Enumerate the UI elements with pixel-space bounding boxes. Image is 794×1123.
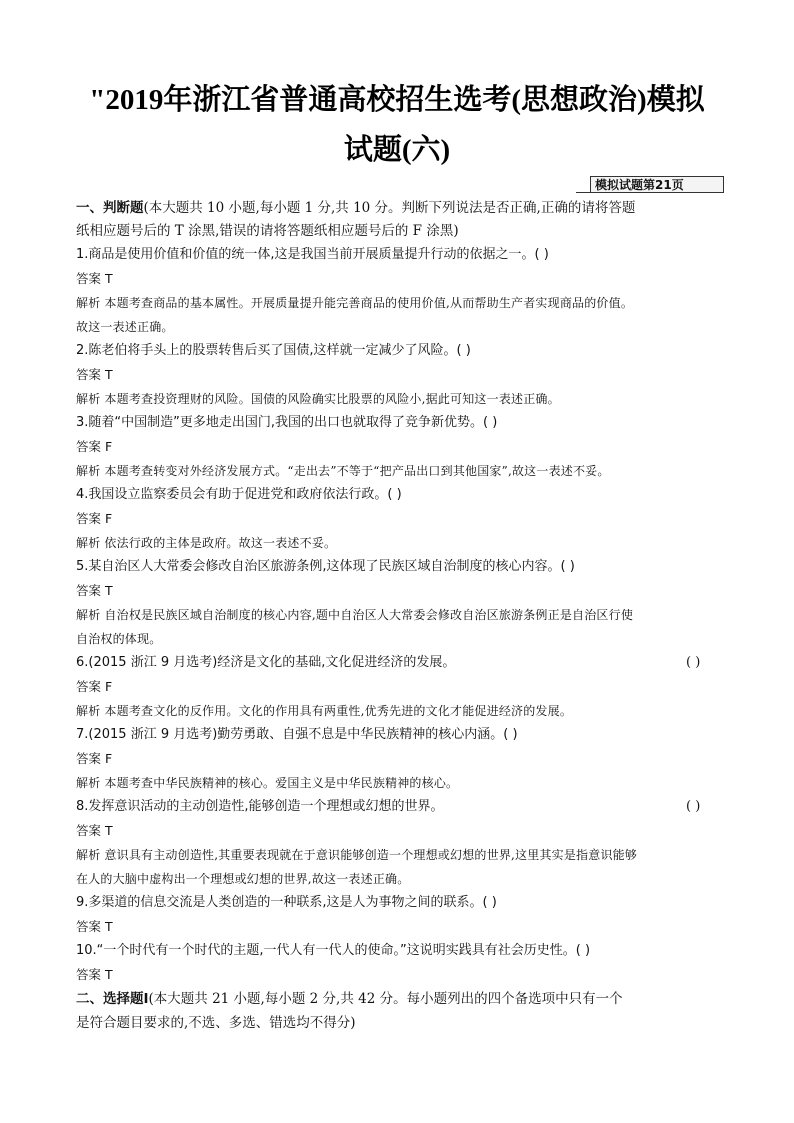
- doc-title-line2: 试题(六): [343, 134, 451, 166]
- question-7: 7.(2015 浙江 9 月选考)勤劳勇敢、自强不息是中华民族精神的核心内涵。( ): [76, 727, 518, 742]
- explanation-4-line1: 解析 依法行政的主体是政府。故这一表述不妥。: [76, 536, 337, 550]
- section1-desc2: 纸相应题号后的 T 涂黑,错误的请将答题纸相应题号后的 F 涂黑): [76, 223, 459, 239]
- section2-desc1: (本大题共 21 小题,每小题 2 分,共 42 分。每小题列出的四个备选项中只有一个: [148, 991, 623, 1007]
- question-5: 5.某自治区人大常委会修改自治区旅游条例,这体现了民族区域自治制度的核心内容。( ): [76, 559, 575, 574]
- answer-4: 答案 F: [76, 511, 113, 526]
- answer-2: 答案 T: [76, 367, 113, 382]
- question-6: 6.(2015 浙江 9 月选考)经济是文化的基础,文化促进经济的发展。: [76, 655, 456, 670]
- question-1: 1.商品是使用价值和价值的统一体,这是我国当前开展质量提升行动的依据之一。( ): [76, 247, 549, 262]
- answer-3: 答案 F: [76, 439, 113, 454]
- question-9: 9.多渠道的信息交流是人类创造的一种联系,这是人为事物之间的联系。( ): [76, 895, 497, 910]
- explanation-1-line2: 故这一表述正确。: [76, 320, 174, 334]
- question-3: 3.随着“中国制造”更多地走出国门,我国的出口也就取得了竞争新优势。( ): [76, 415, 498, 430]
- section2-heading: [76, 990, 623, 1008]
- section1-desc1: (本大题共 10 小题,每小题 1 分,共 10 分。判断下列说法是否正确,正确的请将答题: [143, 200, 636, 216]
- page-tag-underline: [576, 192, 591, 193]
- question-8-answer-blank: ( ): [686, 799, 701, 814]
- page-tag: 模拟试题第21页: [590, 176, 724, 193]
- explanation-2-line1: 解析 本题考查投资理财的风险。国债的风险确实比股票的风险小,据此可知这一表述正确。: [76, 392, 560, 406]
- explanation-6-line1: 解析 本题考查文化的反作用。文化的作用具有两重性,优秀先进的文化才能促进经济的发展。: [76, 704, 573, 718]
- question-6-answer-blank: ( ): [686, 655, 701, 670]
- explanation-1-line1: 解析 本题考查商品的基本属性。开展质量提升能完善商品的使用价值,从而帮助生产者实现商品的价值。: [76, 296, 634, 310]
- question-8: 8.发挥意识活动的主动创造性,能够创造一个理想或幻想的世界。: [76, 799, 444, 814]
- question-4: 4.我国设立监察委员会有助于促进党和政府依法行政。( ): [76, 487, 402, 502]
- explanation-5-line1: 解析 自治权是民族区域自治制度的核心内容,题中自治区人大常委会修改自治区旅游条例正是自治区行使: [76, 608, 634, 622]
- answer-10: 答案 T: [76, 967, 113, 982]
- answer-7: 答案 F: [76, 751, 113, 766]
- explanation-8-line1: 解析 意识具有主动创造性,其重要表现就在于意识能够创造一个理想或幻想的世界,这里其实是指意识能够: [76, 848, 638, 862]
- answer-1: 答案 T: [76, 271, 113, 286]
- section1-title: 一、判断题: [76, 200, 144, 216]
- doc-title-line1: "2019年浙江省普通高校招生选考(思想政治)模拟: [89, 84, 705, 116]
- explanation-7-line1: 解析 本题考查中华民族精神的核心。爱国主义是中华民族精神的核心。: [76, 776, 459, 790]
- explanation-3-line1: 解析 本题考查转变对外经济发展方式。“走出去”不等于“把产品出口到其他国家”,故这一表述不妥。: [76, 464, 610, 478]
- answer-9: 答案 T: [76, 919, 113, 934]
- explanation-8-line2: 在人的大脑中虚构出一个理想或幻想的世界,故这一表述正确。: [76, 872, 410, 886]
- section1-heading: [76, 199, 635, 217]
- section2-title: 二、选择题Ⅰ: [76, 991, 149, 1007]
- answer-5: 答案 T: [76, 583, 113, 598]
- answer-8: 答案 T: [76, 823, 113, 838]
- answer-6: 答案 F: [76, 679, 113, 694]
- question-2: 2.陈老伯将手头上的股票转售后买了国债,这样就一定减少了风险。( ): [76, 343, 471, 358]
- question-10: 10.“一个时代有一个时代的主题,一代人有一代人的使命。”这说明实践具有社会历史性。( ): [76, 943, 591, 958]
- explanation-5-line2: 自治权的体现。: [76, 632, 162, 646]
- section2-desc2: 是符合题目要求的,不选、多选、错选均不得分): [76, 1015, 356, 1031]
